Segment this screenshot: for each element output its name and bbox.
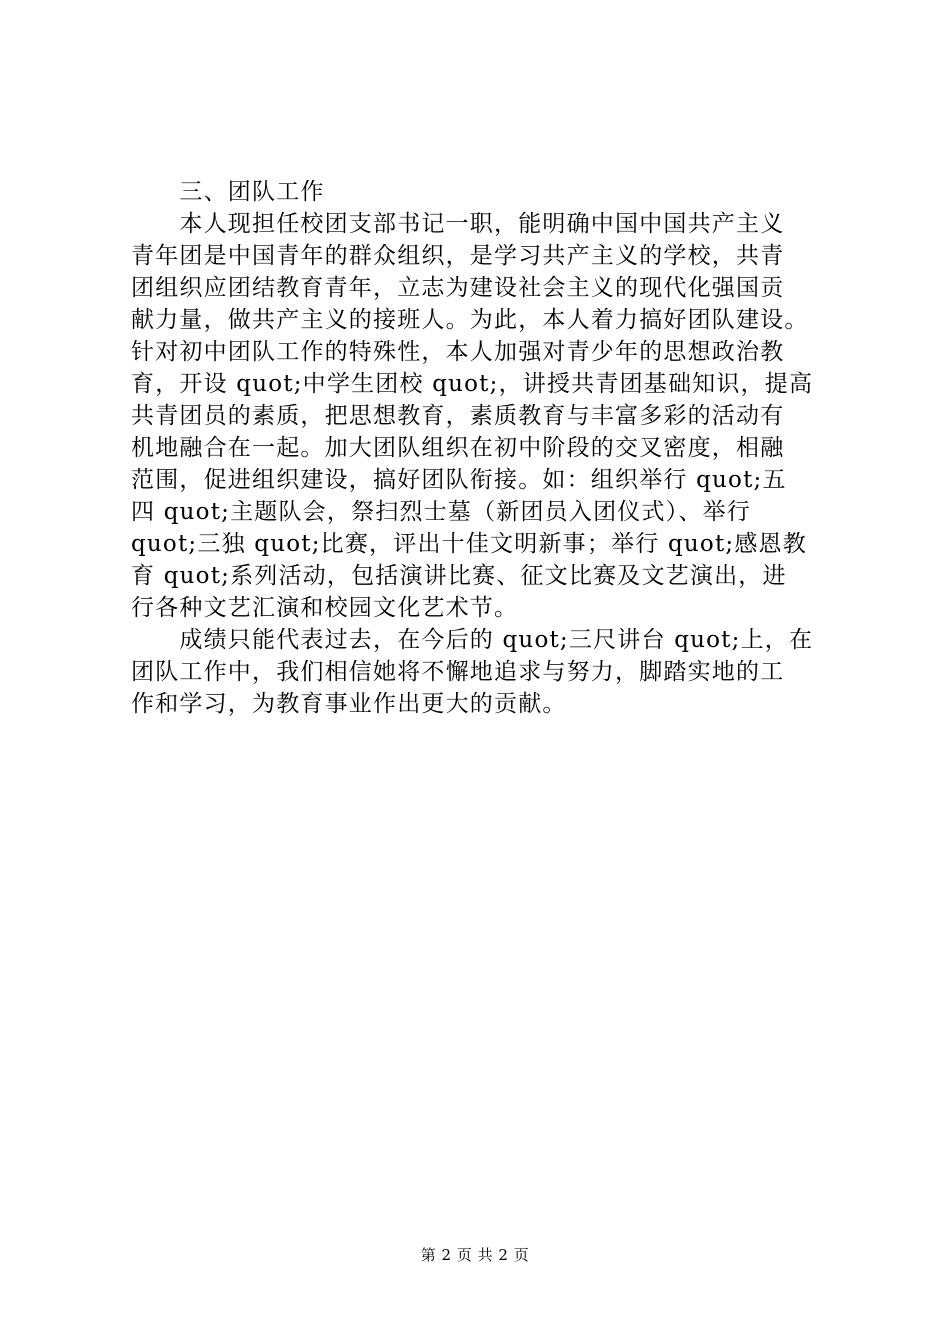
document-body: [131, 176, 843, 720]
text-line: 范围，促进组织建设，搞好团队衔接。如：组织举行 quot;五: [131, 467, 787, 493]
text-line: 行各种文艺汇演和校园文化艺术节。: [131, 595, 519, 621]
text-line: 四 quot;主题队会，祭扫烈士墓（新团员入团仪式）、举行: [131, 499, 751, 525]
text-line: quot;三独 quot;比赛，评出十佳文明新事；举行 quot;感恩教: [131, 531, 807, 557]
text-line: 本人现担任校团支部书记一职，能明确中国中国共产主义: [131, 211, 785, 237]
text-line: 作和学习，为教育事业作出更大的贡献。: [131, 691, 567, 717]
text-line: 青年团是中国青年的群众组织，是学习共产主义的学校，共青: [131, 243, 785, 269]
text-line: 献力量，做共产主义的接班人。为此，本人着力搞好团队建设。: [131, 307, 809, 333]
text-line: 机地融合在一起。加大团队组织在初中阶段的交叉密度，相融: [131, 435, 785, 461]
text-line: 成绩只能代表过去，在今后的 quot;三尺讲台 quot;上，在: [131, 627, 814, 653]
text-line: 团组织应团结教育青年，立志为建设社会主义的现代化强国贡: [131, 275, 785, 301]
section-heading: 三、团队工作: [131, 179, 325, 205]
text-line: 共青团员的素质，把思想教育，素质教育与丰富多彩的活动有: [131, 403, 785, 429]
text-line: 育，开设 quot;中学生团校 quot;，讲授共青团基础知识，提高: [131, 371, 814, 397]
page-number-footer: 第 2 页 共 2 页: [420, 1246, 530, 1264]
text-line: 针对初中团队工作的特殊性，本人加强对青少年的思想政治教: [131, 339, 785, 365]
text-line: 团队工作中，我们相信她将不懈地追求与努力，脚踏实地的工: [131, 659, 785, 685]
text-line: 育 quot;系列活动，包括演讲比赛、征文比赛及文艺演出，进: [131, 563, 787, 589]
